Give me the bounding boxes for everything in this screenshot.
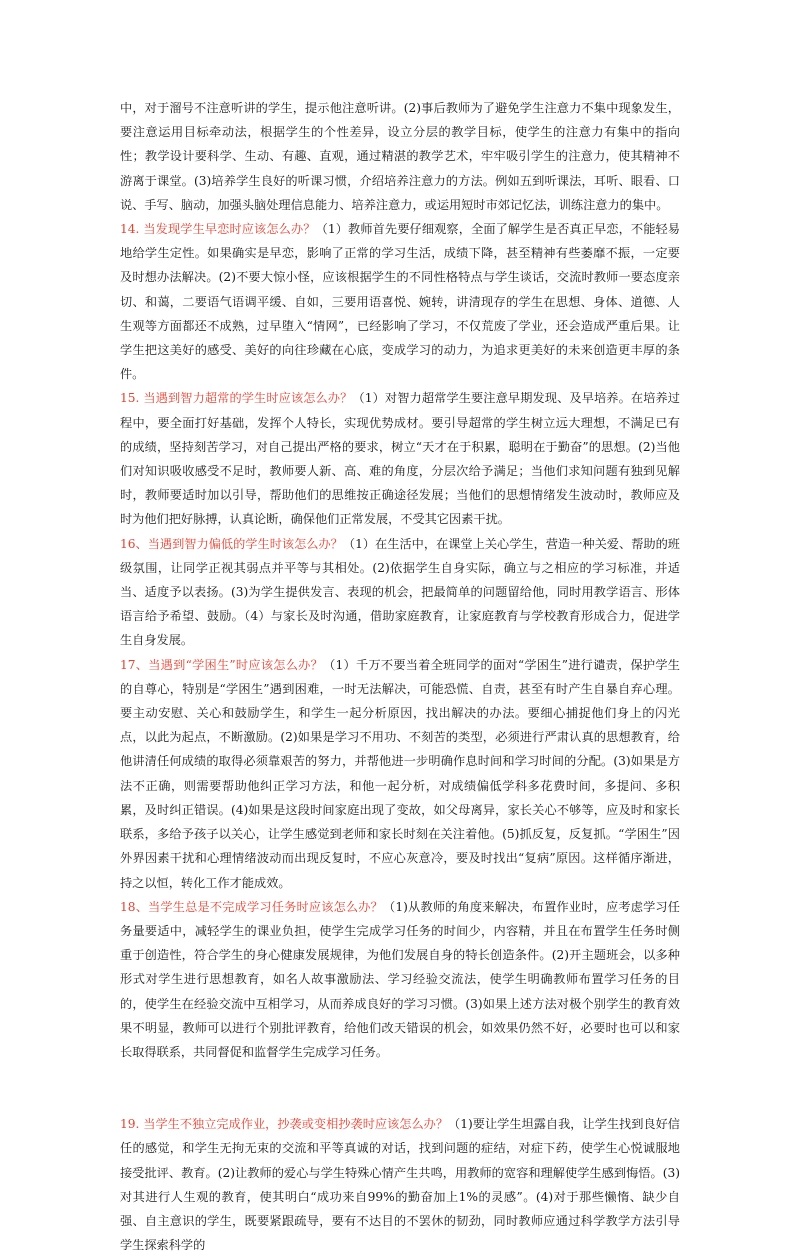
qa-item-15 (120, 386, 680, 531)
question-heading: 15. 当遇到智力超常的学生时应该怎么办？ (120, 391, 353, 406)
question-heading: 16、当遇到智力偏低的学生时该怎么办？ (120, 536, 343, 551)
qa-item-16 (120, 532, 680, 653)
qa-item-18 (120, 895, 680, 1064)
answer-text: （1）在生活中，在课堂上关心学生，营造一种关爱、帮助的班级氛围，让同学正视其弱点并平等与其相处。(2)依据学生自身实际，确立与之相应的学习标准，并适当、适度予以表扬。(3)为学生提供发言、表现的机会，把最简单的问题留给他，同时用教学语言、形体语言给予希望、鼓励。（4）与家长及时沟通，借助家庭教育，让家庭教育与学校教育形成合力，促进学生自身发展。 (120, 536, 680, 648)
question-heading: 18、当学生总是不完成学习任务时应该怎么办？ (120, 899, 384, 914)
answer-text: （1)从教师的角度来解决，布置作业时，应考虑学习任务量要适中，减轻学生的课业负担，使学生完成学习任务的时间少，内容精，并且在布置学生任务时侧重于创造性，符合学生的身心健康发展规律，为他们发展自身的特长创造条件。(2)开主题班会，以多种形式对学生进行思想教育，如名人故事激励法、学习经验交流法，使学生明确教师布置学习任务的目的，使学生在经验交流中互相学习，从而养成良好的学习习惯。(3)如果上述方法对极个别学生的教育效果不明显，教师可以进行个别批评教育，给他们改天错误的机会，如效果仍然不好，必要时也可以和家长取得联系，共同督促和监督学生完成学习任务。 (120, 899, 680, 1059)
answer-text: （1)要让学生坦露自我，让学生找到良好信任的感觉，和学生无拘无束的交流和平等真诚的对话，找到问题的症结，对症下药，使学生心悦诚服地接受批评、教育。(2)让教师的爱心与学生特殊心情产生共鸣，用教师的宽容和理解使学生感到悔悟。(3)对其进行人生观的教育，使其明白“成功来自99%的勤奋加上1%的灵感”。(4)对于那些懒惰、缺少自强、自主意识的学生，既要紧跟疏导，要有不达目的不罢休的韧劲，同时教师应通过科学教学方法引导学生探索科学的 (120, 1117, 680, 1253)
question-heading: 19. 当学生不独立完成作业，抄袭或变相抄袭时应该怎么办？ (120, 1117, 449, 1132)
section-gap (120, 1064, 680, 1112)
qa-item-14 (120, 217, 680, 386)
question-heading: 14. 当发现学生早恋时应该怎么办？ (120, 222, 316, 237)
intro-paragraph: 中，对于溜号不注意听讲的学生，提示他注意听讲。(2)事后教师为了避免学生注意力不集中现象发生，要注意运用目标牵动法，根据学生的个性差异，设立分层的教学目标，使学生的注意力有集中的指向性；教学设计要科学、生动、有趣、直观，通过精湛的教学艺术，牢牢吸引学生的注意力，使其精神不游离于课堂。(3)培养学生良好的听课习惯，介绍培养注意力的方法。例如五到听课法，耳听、眼看、口说、手写、脑动，加强头脑处理信息能力、培养注意力，或运用短时市郊记忆法，训练注意力的集中。 (120, 101, 680, 212)
answer-text: （1）教师首先要仔细观察，全面了解学生是否真正早恋，不能轻易地给学生定性。如果确实是早恋，影响了正常的学习生活，成绩下降，甚至精神有些萎靡不振，一定要及时想办法解决。(2)不要大惊小怪，应该根据学生的不同性格特点与学生谈话，交流时教师一要态度亲切、和蔼，二要语气语调平缓、自如，三要用语喜悦、婉转，讲清现存的学生在思想、身体、道德、人生观等方面都还不成熟，过早堕入“情网”，已经影响了学习，不仅荒废了学业，还会造成严重后果。让学生把这美好的感受、美好的向往珍藏在心底，变成学习的动力，为追求更美好的未来创造更丰厚的条件。 (120, 222, 680, 382)
qa-item-19 (120, 1112, 680, 1257)
answer-text: （1）对智力超常学生要注意早期发现、及早培养。在培养过程中，要全面打好基础，发挥个人特长，实现优势成材。要引导超常的学生树立远大理想，不满足已有的成绩，坚持刻苦学习，对自己提出严格的要求，树立“天才在于积累，聪明在于勤奋”的思想。(2)当他们对知识吸收感受不足时，教师要人新、高、难的角度，分层次给予满足；当他们求知问题有独到见解时，教师要适时加以引导，帮助他们的思维按正确途径发展；当他们的思想情绪发生波动时，教师应及时为他们把好脉搏，认真论断，确保他们正常发展，不受其它因素干扰。 (120, 391, 680, 527)
qa-item-17 (120, 653, 680, 895)
answer-text: （1）千万不要当着全班同学的面对“学困生”进行谴责，保护学生的自尊心，特别是“学困生”遇到困难，一时无法解决，可能恐慌、自责，甚至有时产生自暴自弃心理。要主动安慰、关心和鼓励学生，和学生一起分析原因，找出解决的办法。要细心捕捉他们身上的闪光点，以此为起点，不断激励。(2)如果是学习不用功、不刻苦的类型，必须进行严肃认真的思想教育，给他讲清任何成绩的取得必须靠艰苦的努力，并帮他进一步明确作息时间和学习时间的分配。(3)如果是方法不正确，则需要帮助他纠正学习方法，和他一起分析，对成绩偏低学科多花费时间，多提问、多积累，及时纠正错误。(4)如果是这段时间家庭出现了变故，如父母离异，家长关心不够等，应及时和家长联系，多给予孩子以关心，让学生感觉到老师和家长时刻在关注着他。(5)抓反复，反复抓。“学困生”因外界因素干扰和心理情绪波动而出现反复时，不应心灰意冷，要及时找出“复病”原因。这样循序渐进，持之以恒，转化工作才能成效。 (120, 657, 680, 890)
question-heading: 17、当遇到“学困生”时应该怎么办？ (120, 657, 324, 672)
